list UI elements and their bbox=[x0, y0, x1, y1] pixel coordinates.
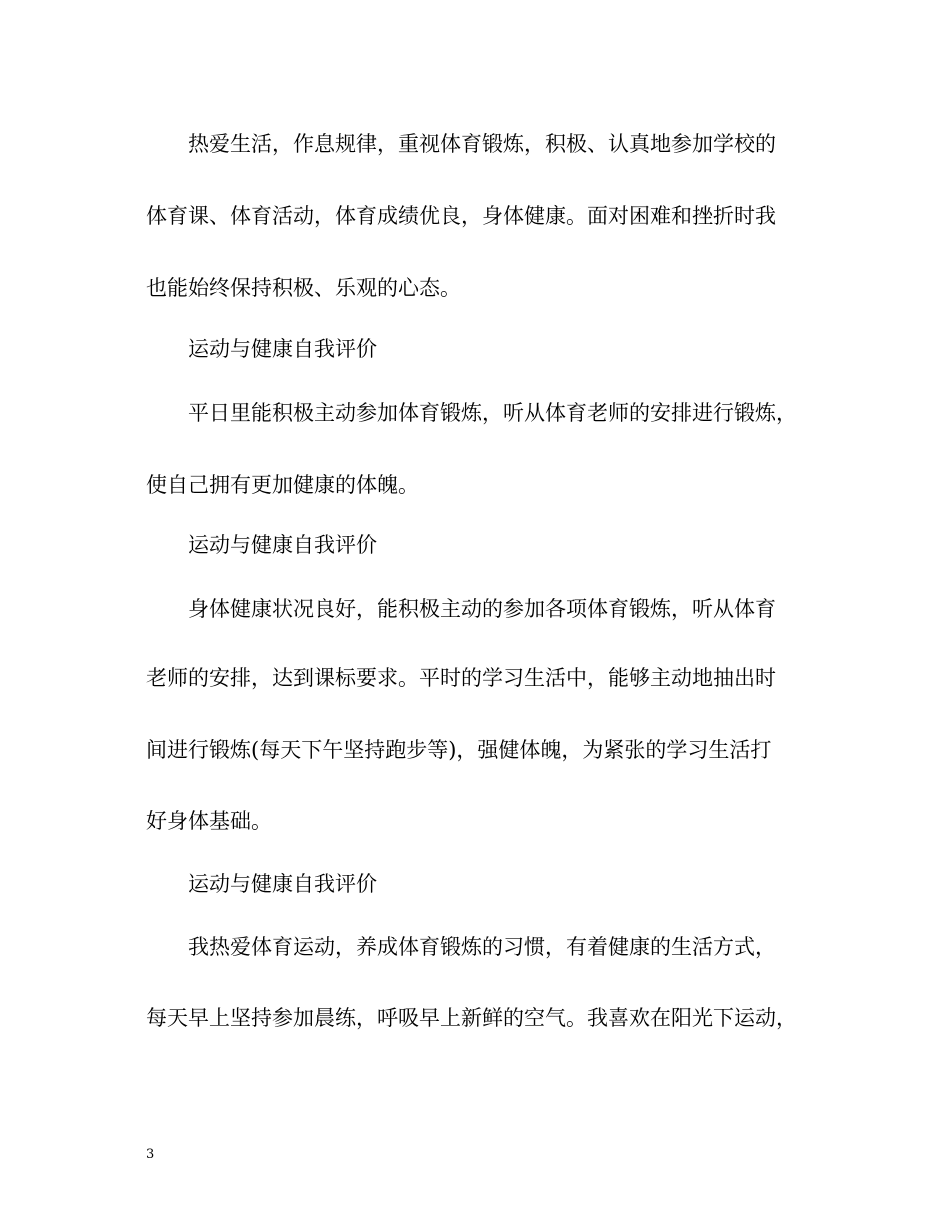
paragraph-1-line-2: 体育课、体育活动，体育成绩优良，身体健康。面对困难和挫折时我 bbox=[146, 204, 776, 228]
paragraph-2-line-2: 使自己拥有更加健康的体魄。 bbox=[146, 473, 419, 497]
paragraph-1-line-1: 热爱生活，作息规律，重视体育锻炼，积极、认真地参加学校的 bbox=[188, 132, 776, 156]
section-heading-2: 运动与健康自我评价 bbox=[188, 533, 377, 557]
paragraph-3-line-4: 好身体基础。 bbox=[146, 809, 272, 833]
paragraph-3-line-2: 老师的安排，达到课标要求。平时的学习生活中，能够主动地抽出时 bbox=[146, 666, 776, 690]
page-number: 3 bbox=[146, 1147, 155, 1162]
paragraph-4-line-1: 我热爱体育运动，养成体育锻炼的习惯，有着健康的生活方式， bbox=[188, 935, 776, 959]
paragraph-1-line-3: 也能始终保持积极、乐观的心态。 bbox=[146, 276, 461, 300]
paragraph-4-line-2: 每天早上坚持参加晨练，呼吸早上新鲜的空气。我喜欢在阳光下运动， bbox=[146, 1006, 797, 1030]
paragraph-3-line-3: 间进行锻炼(每天下午坚持跑步等)，强健体魄，为紧张的学习生活打 bbox=[146, 738, 772, 762]
paragraph-2-line-1: 平日里能积极主动参加体育锻炼，听从体育老师的安排进行锻炼， bbox=[188, 401, 797, 425]
section-heading-3: 运动与健康自我评价 bbox=[188, 872, 377, 896]
section-heading-1: 运动与健康自我评价 bbox=[188, 337, 377, 361]
paragraph-3-line-1: 身体健康状况良好，能积极主动的参加各项体育锻炼，听从体育 bbox=[188, 597, 776, 621]
